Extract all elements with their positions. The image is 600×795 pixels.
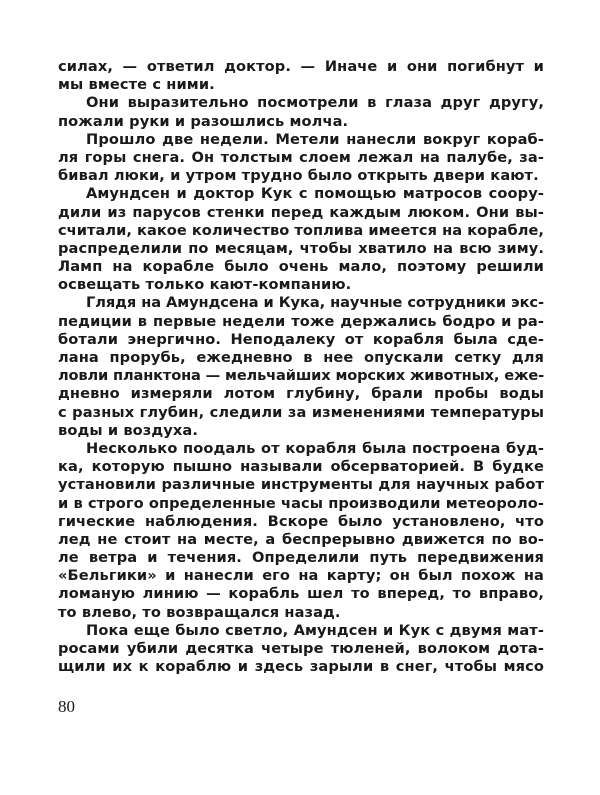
text-line: ля горы снега. Он толстым слоем лежал на палубе, за- [58, 148, 544, 166]
text-line: щили их к кораблю и здесь зарыли в снег, чтобы мясо [58, 658, 544, 676]
text-line: дили из парусов стенки перед каждым люком. Они вы- [58, 203, 544, 221]
text-line: дневно измеряли лотом глубину, брали пробы воды [58, 385, 544, 403]
text-line: Амундсен и доктор Кук с помощью матросов соору- [86, 185, 544, 203]
text-line: пожали руки и разошлись молча. [58, 112, 349, 130]
text-line: гические наблюдения. Вскоре было установлено, что [58, 512, 544, 530]
text-line: ботали энергично. Неподалеку от корабля была сде- [58, 330, 544, 348]
text-line: Они выразительно посмотрели в глаза друг другу, [86, 94, 544, 112]
body-text [58, 58, 544, 676]
text-line: Несколько поодаль от корабля была построена буд- [86, 439, 544, 457]
text-line: воды и воздуха. [58, 421, 198, 439]
text-line: росами убили десятка четыре тюленей, волоком дота- [58, 640, 544, 657]
text-line: Пока еще было светло, Амундсен и Кук с двумя мат- [86, 621, 544, 639]
text-line: «Бельгики» и нанесли его на карту; он был похож на [58, 567, 544, 585]
text-line: лана прорубь, ежедневно в нее опускали сетку для [58, 349, 544, 366]
text-line: Глядя на Амундсена и Кука, научные сотрудники экс- [86, 294, 544, 312]
text-line: бивал люки, и утром трудно было открыть двери кают. [58, 167, 539, 185]
text-line: лед не стоит на месте, а беспрерывно движется по во- [58, 530, 544, 548]
text-line: мы вместе с ними. [58, 76, 215, 94]
text-line: и в строго определенные часы производили метеороло- [58, 494, 544, 512]
text-line: освещать только кают-компанию. [58, 276, 352, 294]
text-line: распределили по месяцам, чтобы хватило на всю зиму. [58, 239, 544, 257]
text-line: ка, которую пышно называли обсерваторией. В будке [58, 458, 544, 476]
text-line: установили различные инструменты для научных работ [58, 476, 544, 494]
text-line: силах, — ответил доктор. — Иначе и они погибнут и [58, 58, 544, 75]
text-line: ловли планктона — мельчайших морских животных, еже- [58, 367, 544, 385]
text-line: Прошло две недели. Метели нанесли вокруг кораб- [86, 130, 544, 148]
text-line: считали, какое количество топлива имеется на корабле, [58, 221, 544, 239]
text-line: педиции в первые недели тоже держались бодро и ра- [58, 312, 544, 330]
text-line: то влево, то возвращался назад. [58, 603, 341, 621]
text-line: Ламп на корабле было очень мало, поэтому решили [58, 258, 544, 276]
text-line: с разных глубин, следили за изменениями температуры [58, 403, 544, 421]
text-line: ломаную линию — корабль шел то вперед, то вправо, [58, 585, 544, 603]
text-line: ле ветра и течения. Определили путь передвижения [58, 549, 544, 567]
page-number: 80 [58, 697, 75, 716]
